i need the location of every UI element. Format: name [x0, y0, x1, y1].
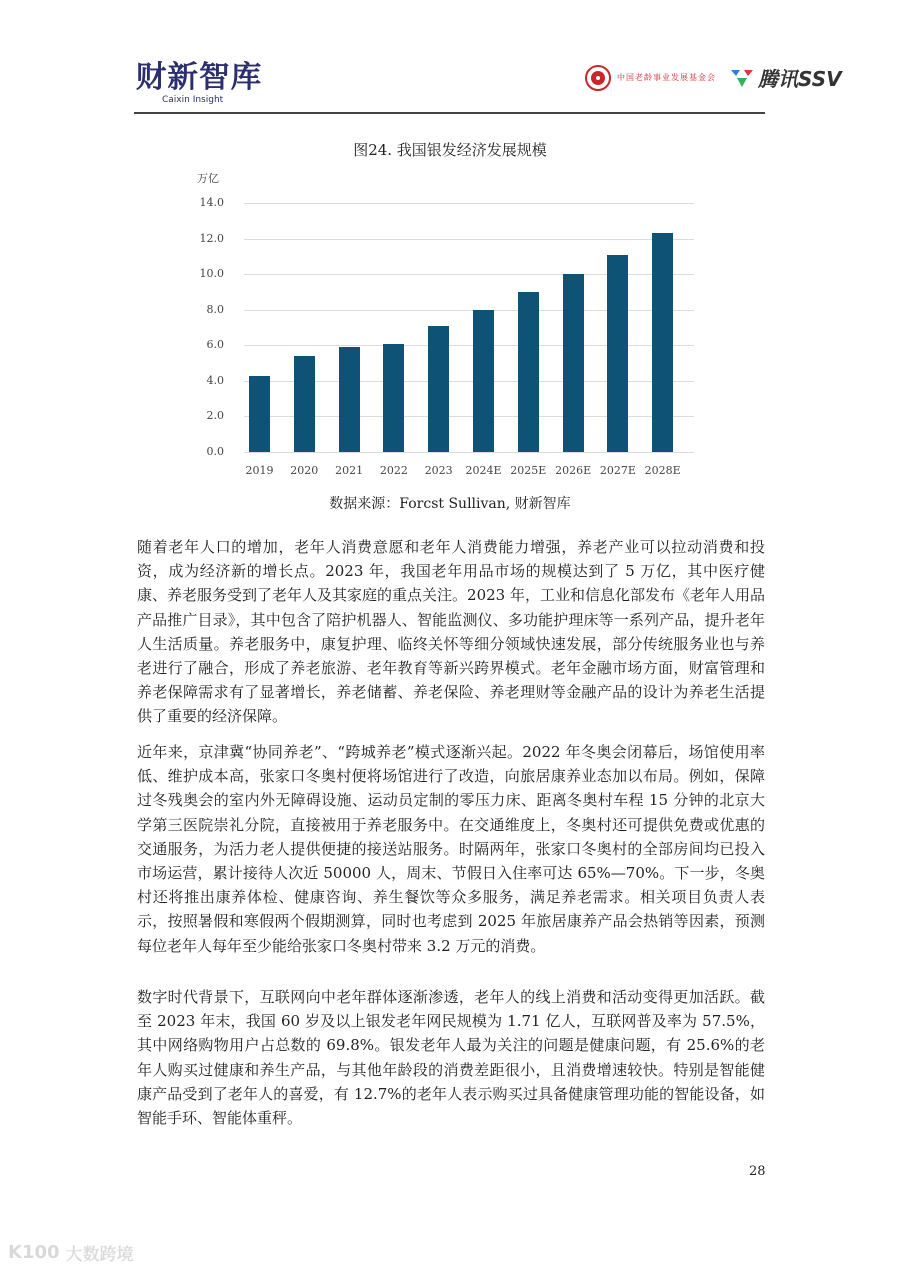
y-tick-label: 4.0 [206, 373, 224, 387]
bar-2025E [518, 292, 539, 452]
header-divider [134, 112, 765, 114]
body-paragraph: 数字时代背景下，互联网向中老年群体逐渐渗透，老年人的线上消费和活动变得更加活跃。截至 2023 年末，我国 60 岁及以上银发老年网民规模为 1.71 亿人，互联网普及率为 57.5%，其中网络购物用户占总数的 69.8%。银发老年人最为关注的问题是健康问题，有 25.6%的老年人购买过健康和养生产品，与其他年龄段的消费差距很小，且消费增速较快。特别是智能健康产品受到了老年人的喜爱，有 12.7%的老年人表示购买过具备健康管理功能的智能设备，如智能手环、智能体重秤。 [137, 988, 765, 1128]
figure-source: 数据来源：Forcst Sullivan, 财新智库 [329, 496, 571, 512]
tencent-ssv-name: 腾讯SSV [758, 67, 842, 91]
y-tick-label: 6.0 [206, 338, 224, 352]
bar-chart [190, 168, 720, 488]
caixin-logo-text: 财新智库 [135, 60, 263, 95]
y-tick-label: 2.0 [206, 409, 224, 423]
page-number: 28 [749, 1164, 766, 1179]
page-header [0, 0, 900, 120]
bar-2020 [294, 356, 315, 452]
x-tick-label: 2025E [510, 464, 547, 477]
partner-logos [585, 63, 842, 92]
caixin-insight-logo [137, 62, 261, 105]
foundation-name: 中国老龄事业发展基金会 [617, 73, 716, 82]
body-paragraph: 随着老年人口的增加，老年人消费意愿和老年人消费能力增强，养老产业可以拉动消费和投资，成为经济新的增长点。2023 年，我国老年用品市场的规模达到了 5 万亿，其中医疗健康、养老服务受到了老年人及其家庭的重点关注。2023 年，工业和信息化部发布《老年人用品产品推广目录》，其中包含了陪护机器人、智能监测仪、多功能护理床等一系列产品，提升老年人生活质量。养老服务中，康复护理、临终关怀等细分领域快速发展，部分传统服务业也与养老进行了融合，形成了养老旅游、老年教育等新兴跨界模式。老年金融市场方面，财富管理和养老保障需求有了显著增长，养老储蓄、养老保险、养老理财等金融产品的设计为养老生活提供了重要的经济保障。 [137, 538, 765, 726]
x-tick-label: 2021 [335, 464, 364, 477]
y-tick-label: 0.0 [206, 445, 224, 458]
watermark [8, 1240, 134, 1265]
gridline [244, 239, 694, 240]
y-tick-label: 8.0 [206, 302, 224, 316]
gridline [244, 452, 694, 453]
x-tick-label: 2028E [644, 464, 681, 477]
x-tick-label: 2026E [555, 464, 592, 477]
y-tick-label: 14.0 [199, 196, 224, 209]
watermark-text: 大数跨境 [65, 1245, 134, 1265]
bar-2026E [563, 274, 584, 452]
x-tick-label: 2027E [599, 464, 636, 477]
bar-2024E [473, 310, 494, 452]
k100-logo-icon: K100 [8, 1242, 60, 1263]
foundation-emblem-icon [585, 65, 611, 91]
tencent-ssv-logo-icon [730, 67, 754, 89]
x-tick-label: 2020 [290, 464, 319, 477]
caixin-logo-subtitle: Caixin Insight [162, 95, 224, 105]
figure-title: 图24. 我国银发经济发展规模 [353, 141, 547, 159]
bar-2023 [428, 326, 449, 452]
x-tick-label: 2019 [245, 464, 274, 477]
body-paragraph: 近年来，京津冀“协同养老”、“跨城养老”模式逐渐兴起。2022 年冬奥会闭幕后，场馆使用率低、维护成本高，张家口冬奥村便将场馆进行了改造，向旅居康养业态加以布局。例如，保障过冬残奥会的室内外无障碍设施、运动员定制的零压力床、距离冬奥村车程 15 分钟的北京大学第三医院崇礼分院，直接被用于养老服务中。在交通维度上，冬奥村还可提供免费或优惠的交通服务，为活力老人提供便捷的接送站服务。时隔两年，张家口冬奥村的全部房间均已投入市场运营，累计接待人次近 50000 人，周末、节假日入住率可达 65%—70%。下一步，冬奥村还将推出康养体检、健康咨询、养生餐饮等众多服务，满足养老需求。相关项目负责人表示，按照暑假和寒假两个假期测算，同时也考虑到 2025 年旅居康养产品会热销等因素，预测每位老年人每年至少能给张家口冬奥村带来 3.2 万元的消费。 [137, 743, 765, 955]
y-tick-label: 10.0 [199, 267, 224, 281]
y-axis-unit: 万亿 [197, 172, 219, 185]
bar-2019 [249, 376, 270, 452]
y-tick-label: 12.0 [199, 231, 224, 245]
bar-2021 [339, 347, 360, 452]
x-tick-label: 2022 [379, 464, 408, 477]
x-tick-label: 2023 [424, 464, 453, 477]
gridline [244, 203, 694, 204]
x-tick-label: 2024E [465, 464, 502, 477]
bar-2027E [607, 255, 628, 452]
bar-2022 [383, 344, 404, 452]
bar-2028E [652, 233, 673, 452]
